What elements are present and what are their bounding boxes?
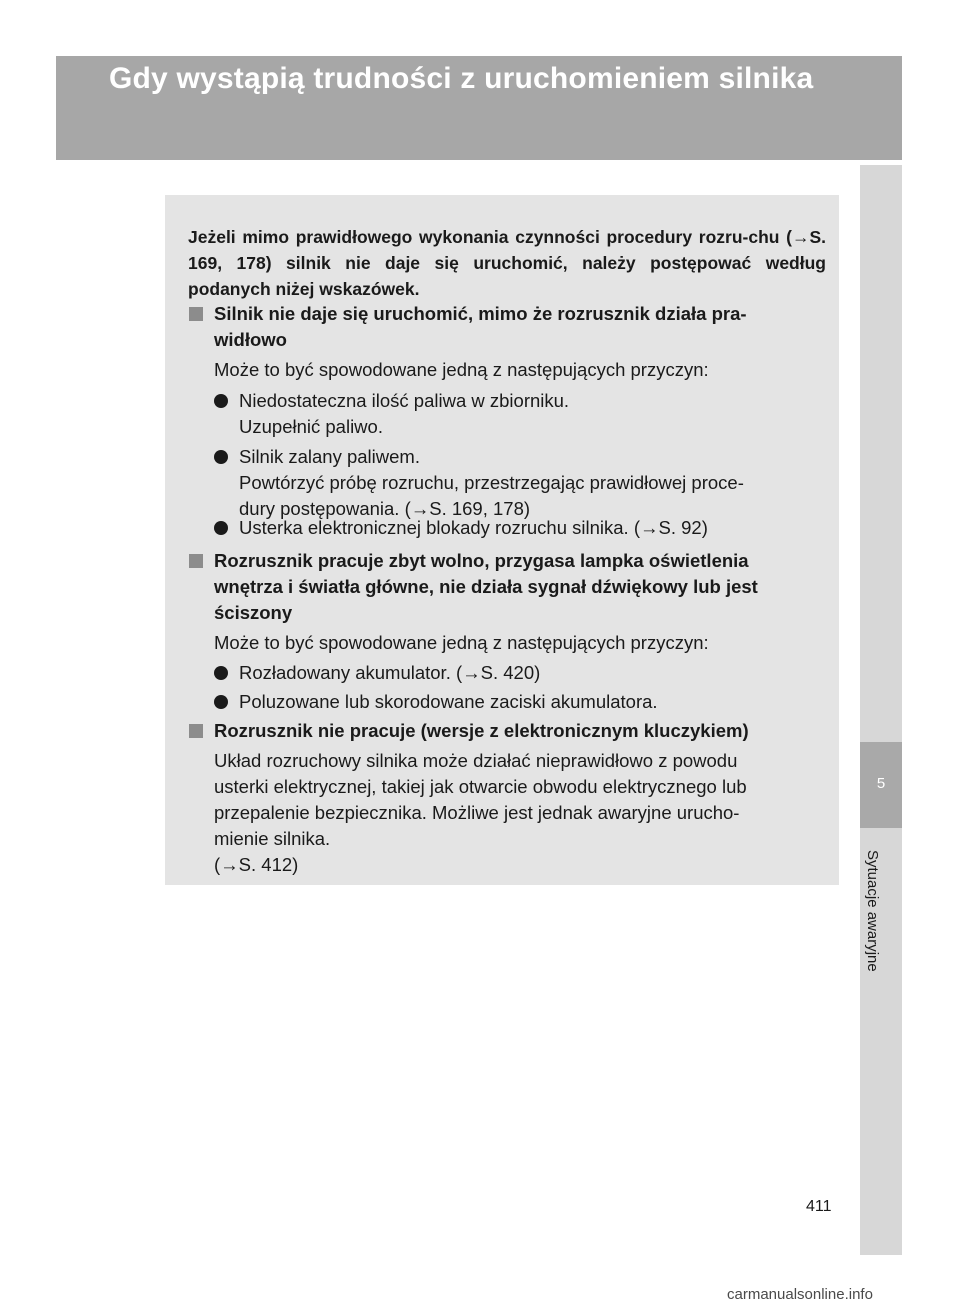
section-1-heading-line-2: widłowo [214, 329, 287, 350]
section-1-cause-text: Może to być spowodowane jedną z następujących przyczyn: [214, 359, 709, 380]
section-breadcrumb: 5-2. Postępowanie w sytuacjach awaryjnych [110, 38, 446, 55]
section-3-heading-line-1: Rozrusznik nie pracuje (wersje z elektronicznym kluczykiem) [214, 720, 749, 741]
section-square-icon [189, 554, 203, 568]
section-2-cause-text: Może to być spowodowane jedną z następujących przyczyn: [214, 632, 709, 653]
section-3-body-line-3: przepalenie bezpiecznika. Możliwe jest jednak awaryjne urucho- [214, 802, 740, 823]
bullet-1-3-line-1: Usterka elektronicznej blokady rozruchu silnika. (→S. 92) [239, 517, 708, 538]
bullet-1-2-line-1: Silnik zalany paliwem. [239, 446, 420, 467]
watermark: carmanualsonline.info [727, 1286, 873, 1303]
bullet-dot-icon [214, 666, 228, 680]
bullet-1-1-line-1: Niedostateczna ilość paliwa w zbiorniku. [239, 390, 570, 411]
bullet-2-2-line-1: Poluzowane lub skorodowane zaciski akumulatora. [239, 691, 658, 712]
bullet-2-1-line-1: Rozładowany akumulator. (→S. 420) [239, 662, 541, 683]
bullet-1-2-line-3: dury postępowania. (→S. 169, 178) [239, 498, 531, 519]
section-3-body-line-1: Układ rozruchowy silnika może działać nieprawidłowo z powodu [214, 750, 738, 771]
bullet-dot-icon [214, 394, 228, 408]
chapter-side-tab [860, 165, 902, 1255]
bullet-dot-icon [214, 450, 228, 464]
chapter-number-tab [860, 742, 902, 828]
page-title: Gdy wystąpią trudności z uruchomieniem silnika [109, 62, 814, 95]
section-3-body-line-4: mienie silnika. [214, 828, 331, 849]
chapter-label: Sytuacje awaryjne [864, 850, 881, 972]
bullet-1-1-line-2: Uzupełnić paliwo. [239, 416, 383, 437]
section-square-icon [189, 724, 203, 738]
bullet-dot-icon [214, 521, 228, 535]
bullet-dot-icon [214, 695, 228, 709]
section-2-heading-line-1: Rozrusznik pracuje zbyt wolno, przygasa lampka oświetlenia [214, 550, 749, 571]
section-3-body-line-2: usterki elektrycznej, takiej jak otwarcie obwodu elektrycznego lub [214, 776, 747, 797]
section-2-heading-line-2: wnętrza i światła główne, nie działa sygnał dźwiękowy lub jest [214, 576, 758, 597]
section-square-icon [189, 307, 203, 321]
section-1-heading-line-1: Silnik nie daje się uruchomić, mimo że rozrusznik działa pra- [214, 303, 747, 324]
chapter-label-tab [860, 850, 902, 1000]
bullet-1-2-line-2: Powtórzyć próbę rozruchu, przestrzegając prawidłowej proce- [239, 472, 744, 493]
section-2-heading-line-3: ściszony [214, 602, 293, 623]
chapter-number: 5 [876, 775, 886, 792]
intro-paragraph: Jeżeli mimo prawidłowego wykonania czynności procedury rozru-chu (→S. 169, 178) silnik nie daje się uruchomić, należy postępować według podanych niżej wskazówek. [188, 227, 826, 299]
page-number: 411 [806, 1198, 832, 1215]
section-3-body-line-5: (→S. 412) [214, 854, 299, 875]
